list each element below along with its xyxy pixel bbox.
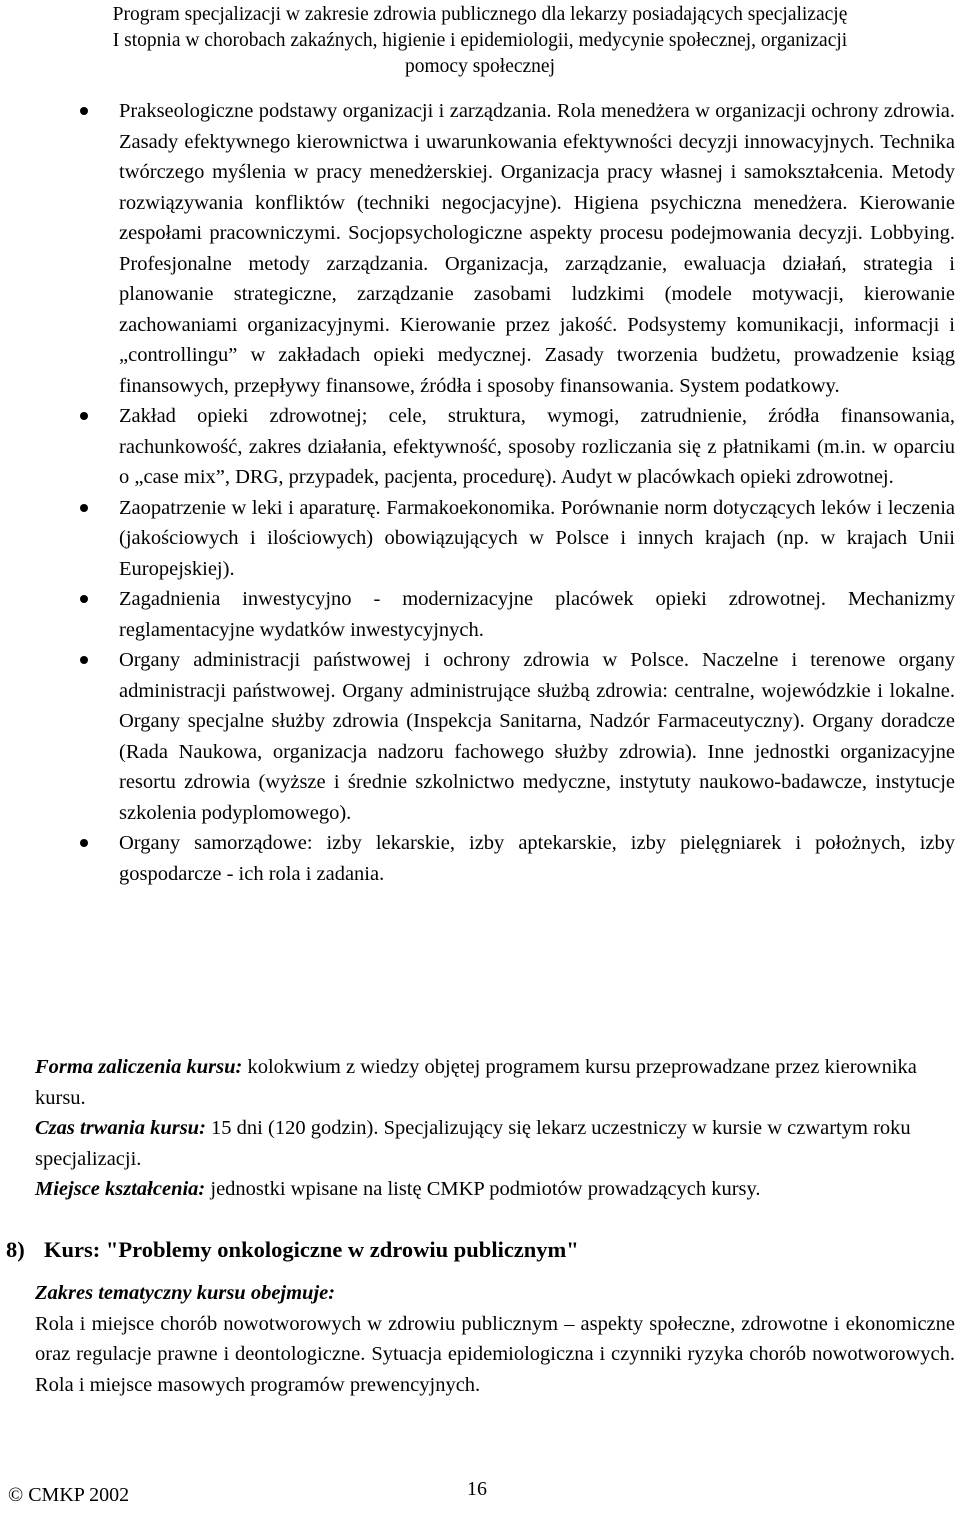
- course-duration-label: Czas trwania kursu:: [35, 1117, 206, 1139]
- course-info: [35, 1052, 955, 1205]
- footer-copyright: © CMKP 2002: [8, 1484, 130, 1506]
- list-item: [75, 584, 955, 645]
- course-place: [35, 1174, 955, 1205]
- list-item: [75, 828, 955, 889]
- list-item-text: Zaopatrzenie w leki i aparaturę. Farmakoekonomika. Porównanie norm dotyczących leków i leczenia (jakościowych i ilościowych) obowiązujących w Polsce i innych krajach (np. w krajach Unii Europejskiej).: [119, 496, 955, 580]
- course-place-label: Miejsce kształcenia:: [35, 1178, 206, 1200]
- course-scope: [35, 1278, 955, 1400]
- scope-title: Zakres tematyczny kursu obejmuje:: [35, 1282, 336, 1304]
- section-title: Kurs: "Problemy onkologiczne w zdrowiu publicznym": [44, 1237, 579, 1262]
- bullet-icon: [80, 504, 88, 512]
- section-heading: [6, 1234, 579, 1266]
- course-place-text: jednostki wpisane na listę CMKP podmiotów prowadzących kursy.: [205, 1178, 761, 1200]
- bullet-icon: [80, 656, 88, 664]
- section-number: 8): [6, 1237, 25, 1262]
- list-item-text: Organy administracji państwowej i ochrony zdrowia w Polsce. Naczelne i terenowe organy administracji państwowej. Organy administrujące służbą zdrowia: centralne, wojewódzkie i lokalne. Organy specjalne służby zdrowia (Inspekcja Sanitarna, Nadzór Farmaceutyczny). Organy doradcze (Rada Naukowa, organizacja nadzoru fachowego służby zdrowia). Inne jednostki organizacyjne resortu zdrowia (wyższe i średnie szkolnictwo medyczne, instytuty naukowo-badawcze, instytucje szkolenia podyplomowego).: [119, 649, 955, 824]
- scope-text: Rola i miejsce chorób nowotworowych w zdrowiu publicznym – aspekty społeczne, zdrowotne i ekonomiczne oraz regulacje prawne i deontologiczne. Sytuacja epidemiologiczna i czynniki ryzyka chorób nowotworowych. Rola i miejsce masowych programów prewencyjnych.: [35, 1312, 955, 1396]
- bullet-icon: [80, 107, 88, 115]
- list-item-text: Zakład opieki zdrowotnej; cele, struktura, wymogi, zatrudnienie, źródła finansowania, rachunkowość, zakres działania, efektywność, sposoby rozliczania się z płatnikami (m.in. w oparciu o „case mix”, DRG, przypadek, pacjenta, procedurę). Audyt w placówkach opieki zdrowotnej.: [119, 405, 955, 488]
- bullet-icon: [80, 595, 88, 603]
- course-form-label: Forma zaliczenia kursu:: [35, 1056, 243, 1078]
- header-line-2: I stopnia w chorobach zakaźnych, higienie i epidemiologii, medycynie społecznej, organizacji: [112, 30, 848, 51]
- list-item: [75, 401, 955, 493]
- list-item-text: Organy samorządowe: izby lekarskie, izby aptekarskie, izby pielęgniarek i położnych, izby gospodarcze - ich rola i zadania.: [119, 832, 955, 885]
- list-item: [75, 96, 955, 401]
- list-item: [75, 645, 955, 828]
- topic-bullet-list: [75, 96, 955, 889]
- page-footer: [0, 1478, 960, 1510]
- course-form-text: kolokwium z wiedzy objętej programem kursu przeprowadzane przez kierownika kursu.: [35, 1056, 917, 1109]
- course-form: [35, 1052, 955, 1113]
- list-item: [75, 493, 955, 585]
- page-header: [0, 2, 960, 80]
- list-item-text: Prakseologiczne podstawy organizacji i zarządzania. Rola menedżera w organizacji ochrony zdrowia. Zasady efektywnego kierownictwa i uwarunkowania efektywności decyzji innowacyjnych. Technika twórczego myślenia w pracy menedżerskiej. Organizacja pracy własnej i samokształcenia. Metody rozwiązywania konfliktów (techniki negocjacyjne). Higiena psychiczna menedżera. Kierowanie zespołami pracowniczymi. Socjopsychologiczne aspekty procesu podejmowania decyzji. Lobbying. Profesjonalne metody zarządzania. Organizacja, zarządzanie, ewaluacja działań, strategia i planowanie strategiczne, zarządzanie zasobami ludzkimi (modele motywacji, kierowanie zachowaniami organizacyjnymi. Kierowanie przez jakość. Podsystemy komunikacji, informacji i „controllingu” w zakładach opieki medycznej. Zasady tworzenia budżetu, prowadzenie ksiąg finansowych, przepływy finansowe, źródła i sposoby finansowania. System podatkowy.: [119, 100, 955, 397]
- course-duration: [35, 1113, 955, 1174]
- bullet-icon: [80, 839, 88, 847]
- header-line-1: Program specjalizacji w zakresie zdrowia publicznego dla lekarzy posiadających specjalizację: [112, 4, 848, 25]
- bullet-icon: [80, 412, 88, 420]
- list-item-text: Zagadnienia inwestycyjno - modernizacyjne placówek opieki zdrowotnej. Mechanizmy reglamentacyjne wydatków inwestycyjnych.: [119, 588, 955, 641]
- page-number: 16: [467, 1478, 487, 1500]
- header-line-3: pomocy społecznej: [405, 56, 555, 77]
- course-duration-text: 15 dni (120 godzin). Specjalizujący się lekarz uczestniczy w kursie w czwartym roku specjalizacji.: [35, 1117, 911, 1170]
